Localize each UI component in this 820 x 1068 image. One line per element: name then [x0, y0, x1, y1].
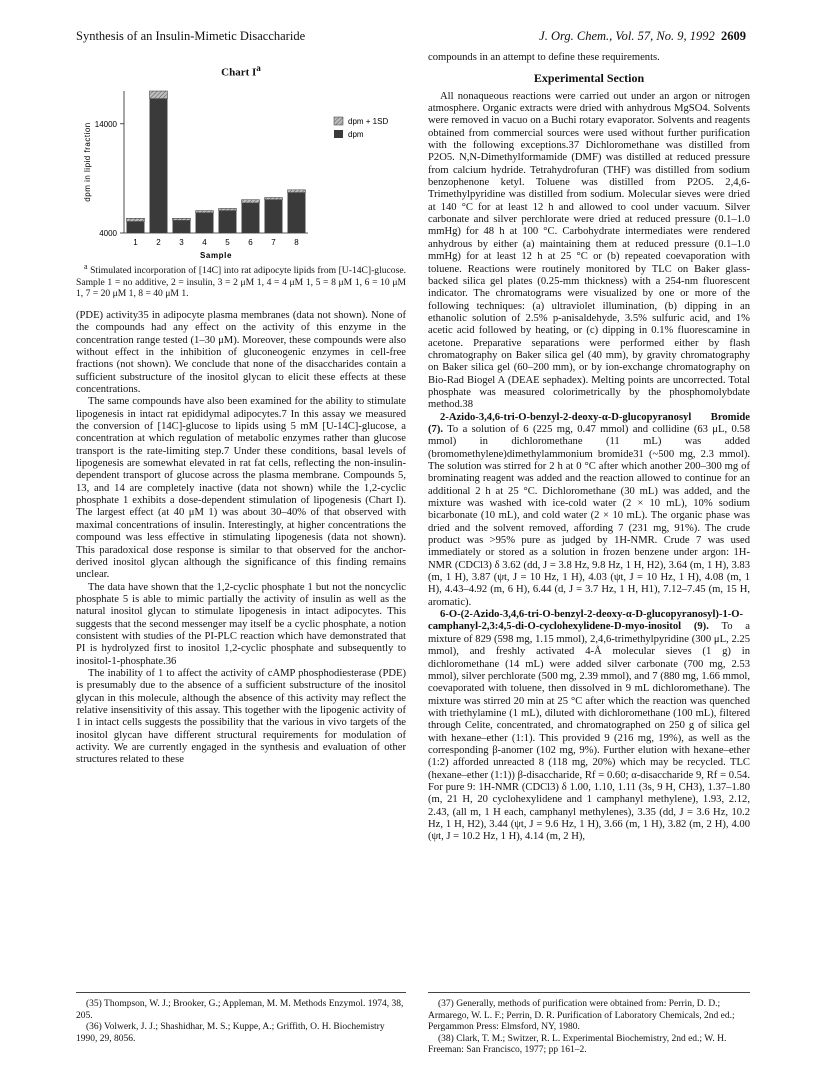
bar-dpm-8 — [288, 193, 306, 233]
bar-sd-6 — [242, 200, 260, 203]
bar-dpm-1 — [127, 222, 145, 233]
paragraph: All nonaqueous reactions were carried out under an argon or nitrogen atmosphere. Organic extracts were dried with anhydrous MgSO4. Solvents were removed in vacuo on a Buchi rotary evaporator. Solvents and reagents obtained from commercial sources were used without further purification with the following exceptions.37 Dichloromethane was distilled from P2O5. N,N-Dimethylformamide (DMF) was distilled at reduced pressure from calcium hydride. Tetrahydrofuran (THF) was distilled from sodium benzophenone ketyl. Toluene was distilled from P2O5. 2,4,6-Trimethylpyridine was distilled from sodium. Molecular sieves were dried at 140 °C for at least 12 h and allowed to cool under vacuum. Silver carbonate and silver perchlorate were dried at reduced pressure (0.1–1.0 mmHg) for 48 h at 100 °C. Carbohydrate intermediates were rendered anhydrous by either (a) maintaining them at reduced pressure (0.1–1.0 mmHg) for at least 12 h at 25 °C or (b) repeated coevaporation with toluene. Reactions were routinely monitored by TLC on Baker glass-backed silica gel plates (0.25-mm thickness) with a 254-nm fluorescent indicator. The chromatograms were visualized by one or more of the following techniques: (a) ultraviolet illumination, (b) dipping in an ethanolic solution of 2.5% p-anisaldehyde, 3.5% sulfuric acid, and 1% acetic acid followed by heating, or (c) dipping in 0.1% fluorescamine in acetone. Preparative separations were performed either by flash chromatography on Baker silica gel (40 mm), by gravity chromatography on Baker silica gel (60–200 mm), or by ion-exchange chromatography on Bio-Rad Biogel A (DEAE sephadex). Melting points are uncorrected. Total phosphate was measured colorimetrically by the phosphomolybdate method.38 — [428, 90, 750, 411]
bar-sd-2 — [150, 91, 168, 99]
footnote: (36) Volwerk, J. J.; Shashidhar, M. S.; Kuppe, A.; Griffith, O. H. Biochemistry 1990, 29, 8056. — [76, 1022, 385, 1044]
footnote: (35) Thompson, W. J.; Brooker, G.; Appleman, M. M. Methods Enzymol. 1974, 38, 205. — [76, 999, 404, 1021]
running-header — [76, 29, 746, 45]
footnotes-left — [76, 992, 406, 1045]
left-column — [76, 52, 406, 767]
bar-sd-3 — [173, 218, 191, 220]
chart-figure — [76, 83, 406, 261]
paragraph: The inability of 1 to affect the activity of cAMP phosphodiesterase (PDE) is presumably due to the absence of a sufficient substructure of the inositol glycan in this molecule, although the absence of this activity may reflect the relative insensitivity of this assay. This together with the lipogenic activity of 1 in intact cells suggests the possibility that the various in vivo targets of the inositol glycan have different structural requirements for modulation of activity. We are currently engaged in the synthesis and evaluation of other structures related to these — [76, 667, 406, 766]
legend-swatch-dpm — [334, 130, 343, 138]
y-axis-label: dpm in lipid fraction — [83, 122, 92, 202]
bar-sd-5 — [219, 208, 237, 210]
bar-dpm-5 — [219, 211, 237, 233]
journal-name: J. Org. Chem., Vol. 57, No. 9, 1992 — [539, 29, 715, 43]
x-axis-label: Sample — [199, 251, 233, 260]
x-tick-label: 7 — [271, 238, 276, 247]
y-tick-label: 4000 — [99, 229, 117, 238]
chart-title-sup: a — [256, 63, 261, 73]
bar-sd-4 — [196, 211, 214, 213]
compound-heading: 6-O-(2-Azido-3,4,6-tri-O-benzyl-2-deoxy-α-D-glucopyranosyl)-1-O-camphanyl-2,3:4,5-di-O-cyclohexylidene-D-myo-inositol (9). — [428, 609, 744, 633]
right-column — [428, 52, 750, 844]
running-title: Synthesis of an Insulin-Mimetic Disaccharide — [76, 29, 306, 43]
paragraph-compound-7 — [428, 412, 750, 610]
bar-sd-7 — [265, 198, 283, 200]
y-tick-label: 14000 — [94, 119, 117, 129]
x-tick-label: 1 — [133, 238, 138, 247]
bar-dpm-3 — [173, 220, 191, 233]
bar-sd-8 — [288, 190, 306, 193]
x-tick-label: 5 — [225, 238, 230, 247]
x-tick-label: 6 — [248, 238, 253, 247]
footnote: (37) Generally, methods of purification were obtained from: Perrin, D. D.; Armarego, W. L. F.; Perrin, D. R. Purification of Laboratory Chemicals, 2nd ed.; Pergammon Press: Elmsford, NY, 1980. — [428, 999, 735, 1033]
bar-dpm-6 — [242, 203, 260, 233]
bar-chart — [76, 83, 406, 261]
x-tick-label: 3 — [179, 238, 184, 247]
left-body — [76, 310, 406, 767]
journal-citation — [539, 29, 746, 44]
footnote: (38) Clark, T. M.; Switzer, R. L. Experimental Biochemistry, 2nd ed.; W. H. Freeman: San Francisco, 1977; pp 161–2. — [428, 1033, 727, 1056]
compound-text: To a solution of 6 (225 mg, 0.47 mmol) and collidine (63 μL, 0.58 mmol) in dichloromethane (11 mL) was added (bromomethylene)dimethylammonium bromide31 (~500 mg, 2.3 mmol). The solution was stirred for 2 h at 0 °C after which another 200–300 mg of brominating reagent was added and the reaction allowed to continue for an additional 2 h at 25 °C. Dichloromethane (30 mL) was added, and the mixture was washed with ice-cold water (2 × 10 mL), 10% sodium bicarbonate (10 mL), and cold water (2 × 10 mL). The organic phase was dried and the solvent removed, affording 7 (231 mg, 91%). The crude product was >95% pure as judged by 1H-NMR. Crude 7 was used immediately or stored as a solution in frozen benzene under argon: 1H-NMR (CDCl3) δ 3.62 (dd, J = 3.8 Hz, 9.8 Hz, 1 H, H2), 3.64 (m, 1 H), 3.83 (m, 1 H), 3.87 (ψt, J = 10 Hz, 1 H), 4.03 (ψt, J = 10 Hz, 1 H), 4.08 (m, 1 H), 4.43–4.92 (m, 6 H), 6.44 (d, J = 3.7 Hz, 1 H, H1), 7.12–7.45 (m, 15 H, aromatic). — [428, 423, 750, 608]
bar-dpm-7 — [265, 200, 283, 233]
bar-sd-1 — [127, 218, 145, 221]
bar-dpm-4 — [196, 213, 214, 233]
paragraph: The data have shown that the 1,2-cyclic phosphate 1 but not the noncyclic phosphate 5 is able to mimic partially the activity of insulin as well as the natural inositol glycan to stimulate lipogenesis in intact adipocytes. This suggests that the second messenger may itself be a cyclic phosphate, a notion consistent with studies of the PI-PLC reaction which have demonstrated that PI is hydrolyzed first to inositol 1,2-cyclic phosphate and subsequently to inositol-1-phosphate.36 — [76, 581, 406, 667]
x-tick-label: 8 — [294, 238, 299, 247]
paragraph: The same compounds have also been examined for the ability to stimulate lipogenesis in intact rat epididymal adipocytes.7 In this assay we measured the conversion of [14C]-glucose to lipids using 5 mM [U-14C]-glucose, a concentration at which regulation of metabolic enzymes rather than glucose transport is the rate-limiting step.7 Under these conditions, basal levels of lipogenesis are somewhat elevated in rat fat cells, reflecting the non-insulin-dependent transport of glucose across the plasma membrane. Compounds 5, 13, and 14 are completely inactive (data not shown) while the 1,2-cyclic phosphate 1 exhibits a dose-dependent stimulation of lipogenesis (Chart I). The largest effect (at 40 μM 1) was about 30–40% of that observed with maximal concentrations of insulin. Interestingly, at higher concentrations the compound was less effective in stimulating lipogenesis (data not shown). This paradoxical dose response is similar to that observed for the anchor-derived inositol glycan although the significance of this finding remains unclear. — [76, 396, 406, 581]
legend-label-dpm: dpm — [348, 130, 364, 139]
page-number: 2609 — [721, 29, 746, 43]
compound-heading: 2-Azido-3,4,6-tri-O-benzyl-2-deoxy-α-D-glucopyranosyl Bromide (7). — [428, 411, 750, 435]
chart-title — [76, 62, 406, 79]
legend-label-sd: dpm + 1SD — [348, 117, 389, 126]
x-tick-label: 2 — [156, 238, 161, 247]
compound-text: To a mixture of 829 (598 mg, 1.15 mmol), 2,4,6-trimethylpyridine (300 μL, 2.25 mmol), and freshly activated 4-Å molecular sieves (1 g) in dichloromethane (14 mL) were added silver carbonate (700 mg, 2.53 mmol), silver perchlorate (500 mg, 2.39 mmol), and 7 (880 mg, 1.66 mmol, coevaporated with toluene, then dissolved in 9 mL dichloromethane). The mixture was stirred 20 min at 25 °C after which the reaction was quenched with triethylamine (1 mL), diluted with dichloromethane (100 mL), filtered through Celite, concentrated, and chromatographed on 250 g of silica gel with hexane–ether (1:1). This provided 9 (216 mg, 19%), as well as the corresponding β-anomer (102 mg, 9%). Further elution with hexane–ether (1:2) afforded unreacted 8 (118 mg, 20%) which may be recycled. TLC (hexane–ether (1:1)) β-disaccharide, Rf = 0.60; α-disaccharide 9, Rf = 0.54. For pure 9: 1H-NMR (CDCl3) δ 1.00, 1.10, 1.11 (3s, 9 H, CH3), 1.37–1.80 (m, 21 H, 20 cyclohexylidene and 1 camphanyl methylene), 1.93, 2.12, 2.43, (all m, 1 H each, camphanyl methylenes), 3.35 (dd, J = 3.6 Hz, 10.2 Hz, 1 H, H2), 3.44 (ψt, J = 9.6 Hz, 1 H), 3.66 (m, 1 H), 3.82 (m, 2 H), 4.00 (ψt, J = 10.2 Hz, 1 H), 4.14 (m, 2 H), — [428, 621, 750, 843]
section-heading: Experimental Section — [533, 71, 645, 86]
paragraph: compounds in an attempt to define these requirements. — [428, 52, 660, 63]
footnotes-right — [428, 992, 750, 1057]
legend-swatch-sd — [334, 117, 343, 125]
chart-title-text: Chart I — [221, 66, 257, 79]
bar-dpm-2 — [150, 99, 168, 233]
paragraph: (PDE) activity35 in adipocyte plasma membranes (data not shown). None of the compounds had any effect on the activity of this enzyme in the concentration range tested (1–30 μM). Moreover, these compounds were also without effect in the inhibition of gluconeogenic enzymes in cell-free fractions (not shown). We conclude that none of the disaccharides contain a sufficient substructure of the inositol glycan to elicit these effects at these concentrations. — [76, 309, 406, 396]
chart-caption: $^a$ Stimulated incorporation of [14C] into rat adipocyte lipids from [U-14C]-glucose. Sample 1 = no additive, 2 = insulin, 3 = 2 μM 1, 4 = 4 μM 1, 5 = 8 μM 1, 6 = 10 μM 1, 7 = 20 μM 1, 8 = 40 μM 1. — [76, 262, 406, 300]
paragraph-compound-9 — [428, 609, 750, 844]
chart-caption-text: Stimulated incorporation of [14C] into rat adipocyte lipids from [U-14C]-glucose. Sample 1 = no additive, 2 = insulin, 3 = 2 μM 1, 4 = 4 μM 1, 5 = 8 μM 1, 6 = 10 μM 1, 7 = 20 μM 1, 8 = 40 μM 1. — [76, 265, 406, 300]
x-tick-label: 4 — [202, 238, 207, 247]
